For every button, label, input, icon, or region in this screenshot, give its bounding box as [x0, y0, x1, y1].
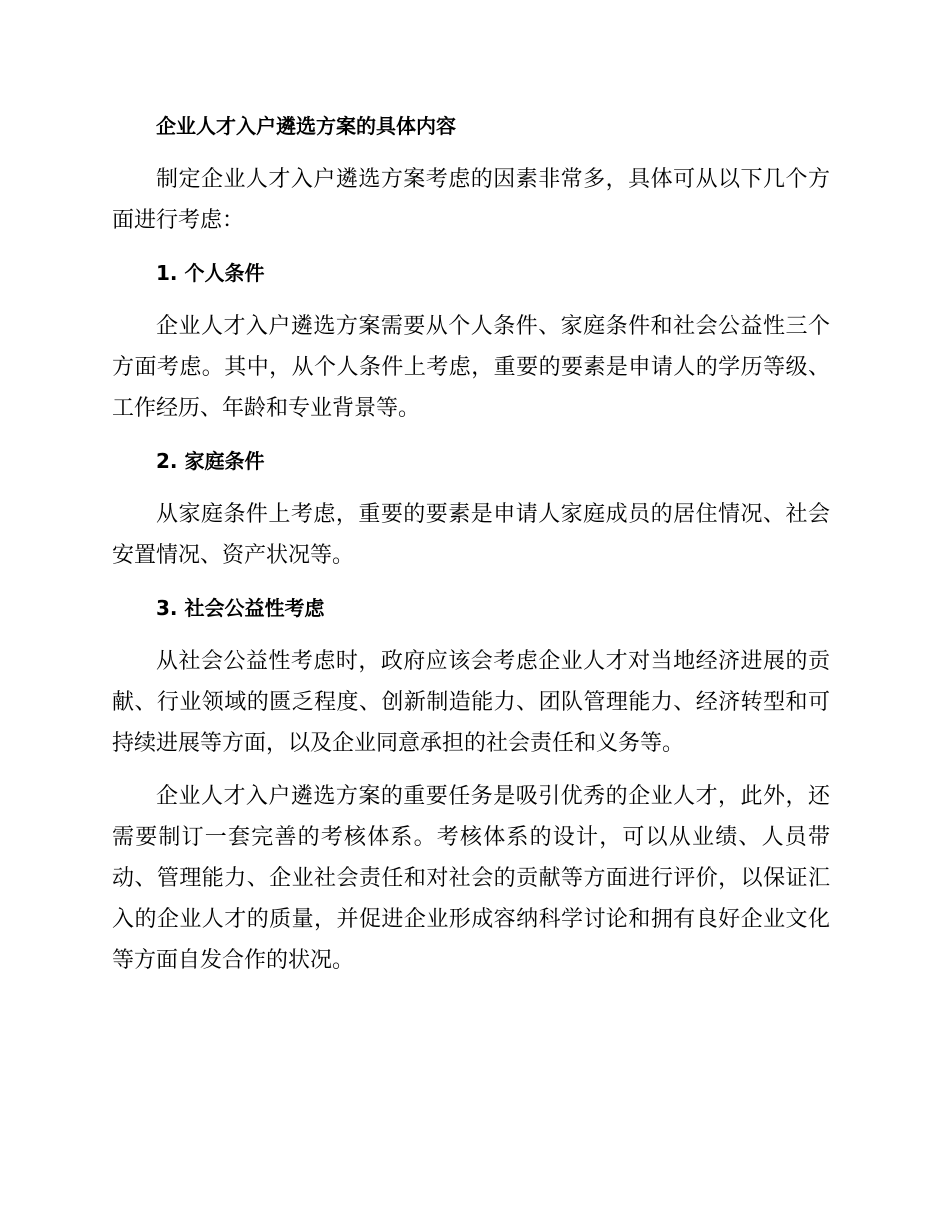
conclusion-paragraph: 企业人才入户遴选方案的重要任务是吸引优秀的企业人才，此外，还需要制订一套完善的考核体系。考核体系的设计，可以从业绩、人员带动、管理能力、企业社会责任和对社会的贡献等方面进行评价，以保证汇入的企业人才的质量，并促进企业形成容纳科学讨论和拥有良好企业文化等方面自发合作的状况。 [112, 784, 830, 973]
section-heading-public-welfare: 3. 社会公益性考虑 [156, 596, 325, 620]
section-heading-personal: 1. 个人条件 [156, 261, 265, 285]
section-body-public-welfare: 从社会公益性考虑时，政府应该会考虑企业人才对当地经济进展的贡献、行业领域的匮乏程度、创新制造能力、团队管理能力、经济转型和可持续进展等方面，以及企业同意承担的社会责任和义务等。 [112, 649, 830, 756]
document-title: 企业人才入户遴选方案的具体内容 [156, 114, 456, 138]
section-heading-family: 2. 家庭条件 [156, 449, 265, 473]
document-page [112, 106, 830, 993]
intro-paragraph: 制定企业人才入户遴选方案考虑的因素非常多，具体可从以下几个方面进行考虑： [112, 167, 830, 233]
section-body-family: 从家庭条件上考虑，重要的要素是申请人家庭成员的居住情况、社会安置情况、资产状况等。 [112, 502, 830, 568]
section-body-personal: 企业人才入户遴选方案需要从个人条件、家庭条件和社会公益性三个方面考虑。其中，从个人条件上考虑，重要的要素是申请人的学历等级、工作经历、年龄和专业背景等。 [112, 314, 830, 421]
